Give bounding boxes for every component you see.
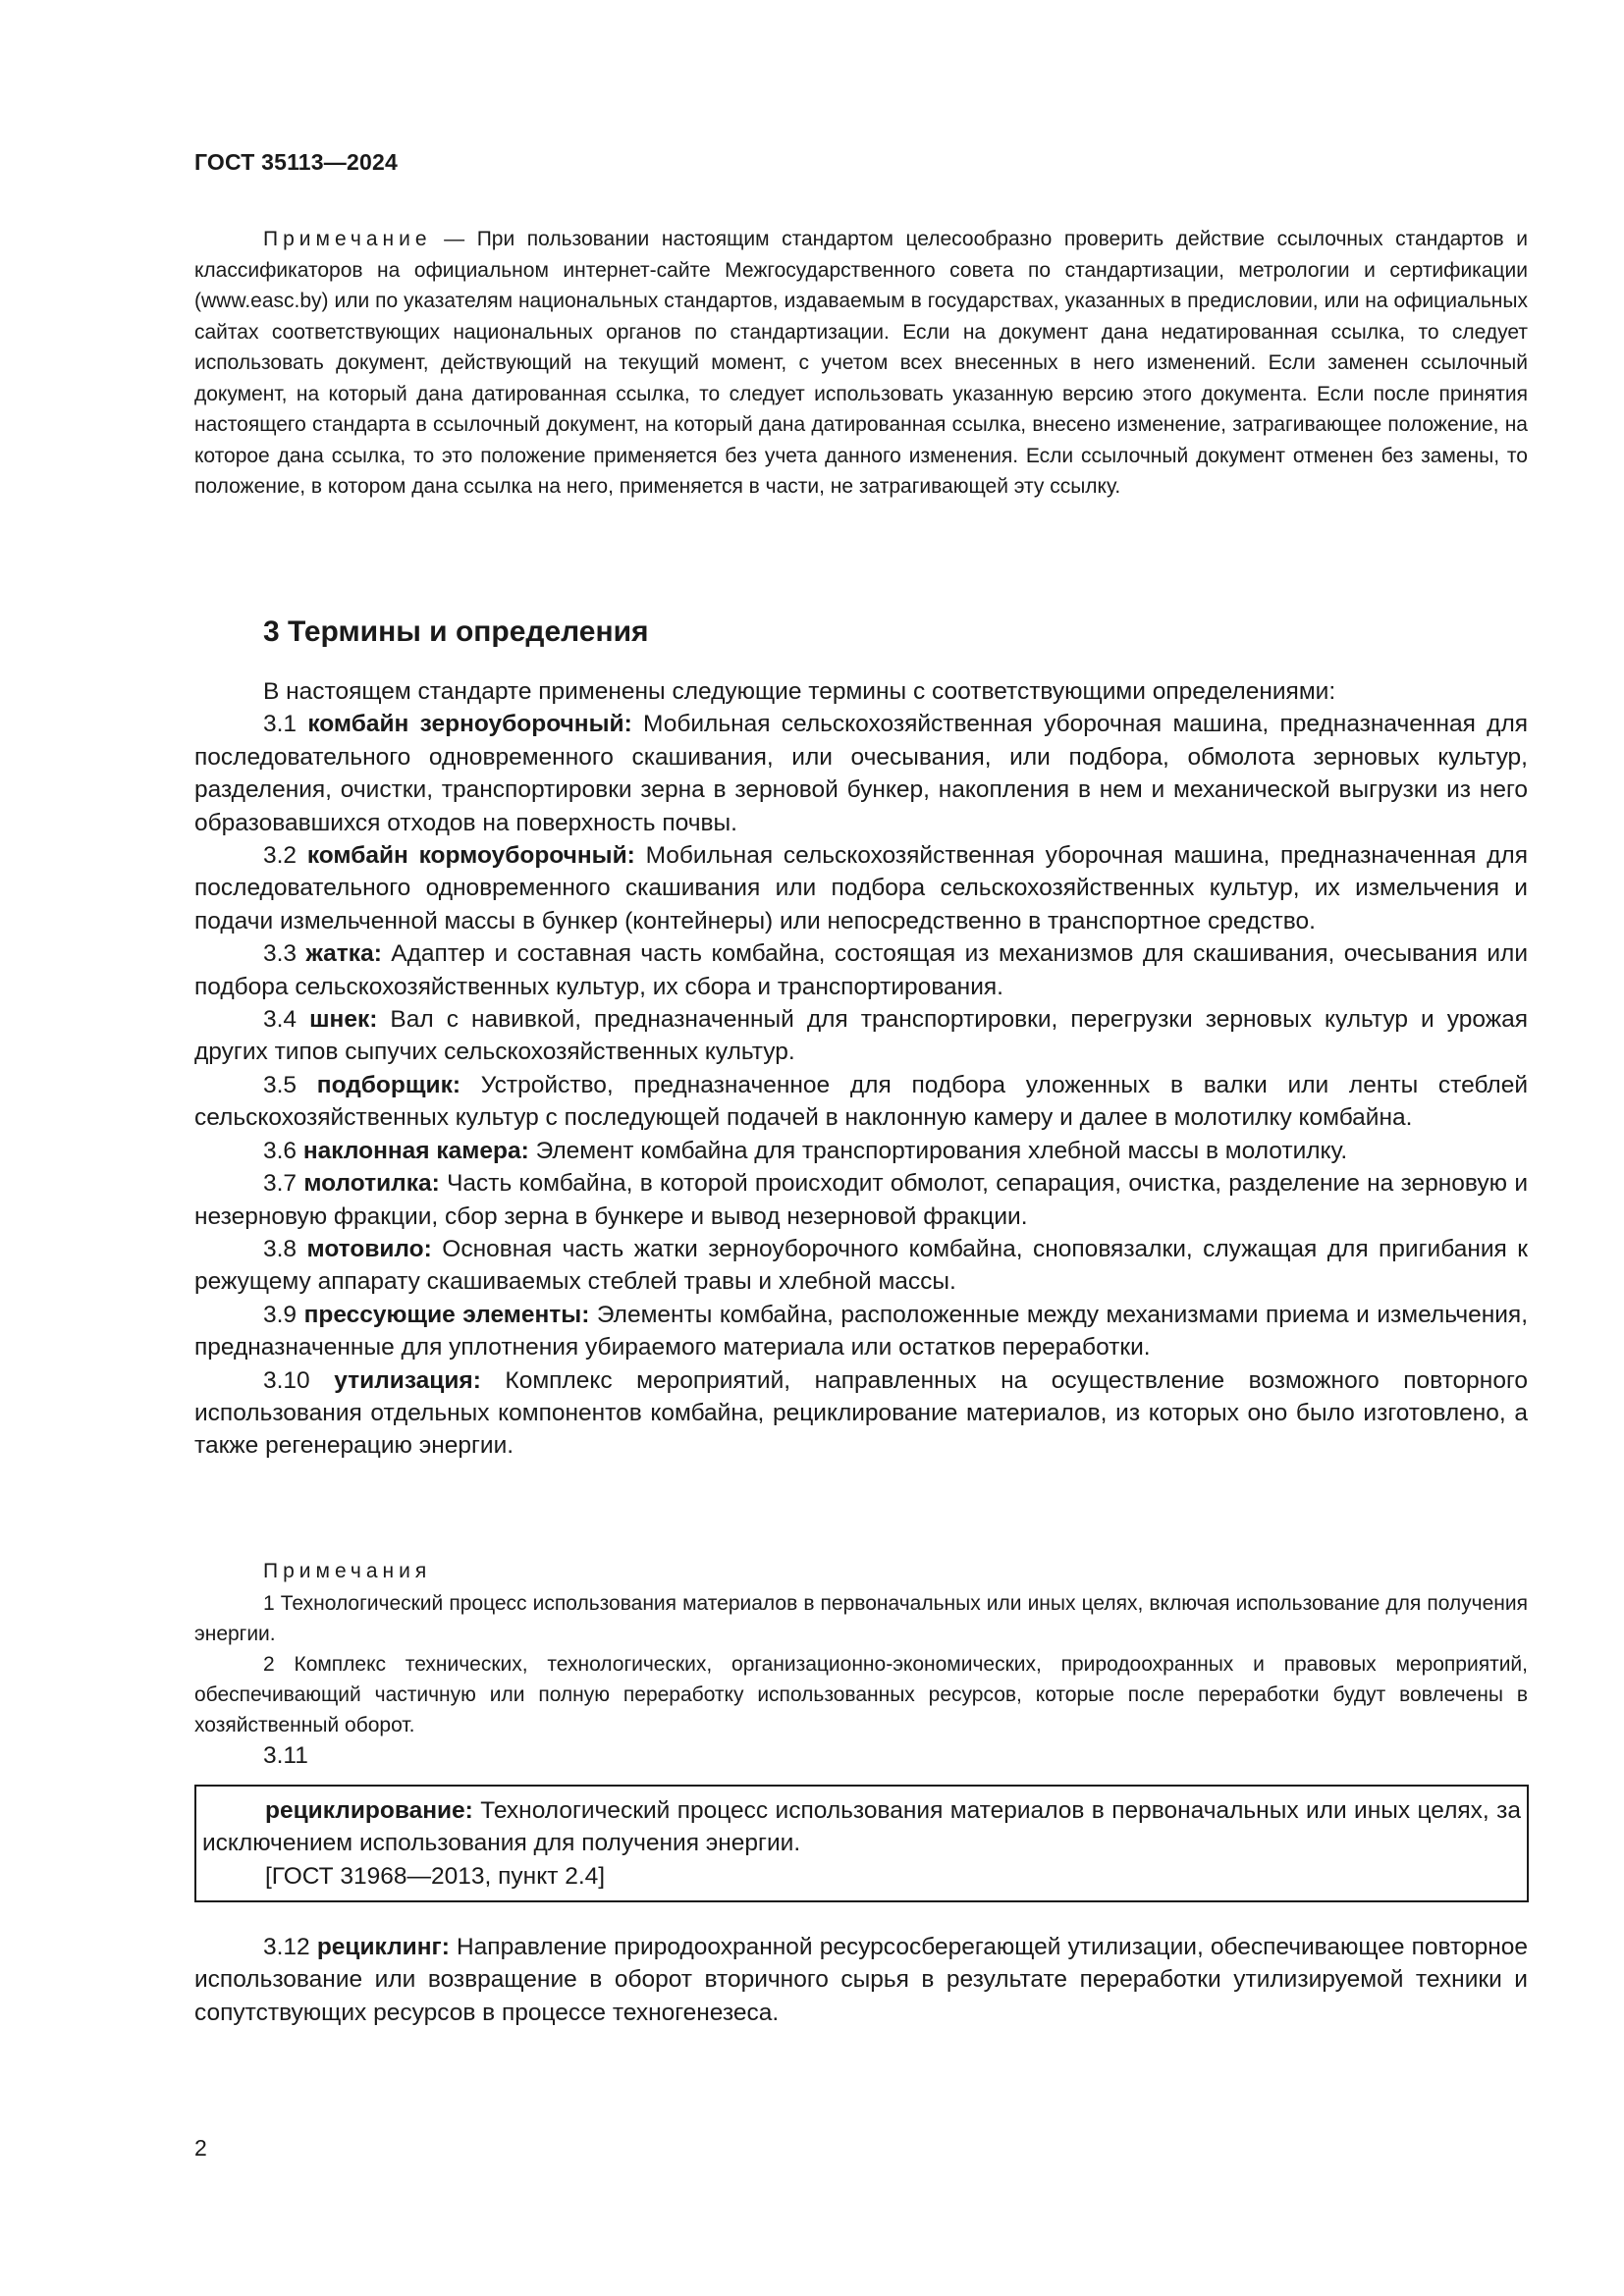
term-number: 3.7 [263, 1170, 298, 1198]
terms-list [194, 675, 1528, 1463]
term-entry [194, 708, 1528, 839]
term-definition: Часть комбайна, в которой происходит обмолот, сепарация, очистка, разделение на зерновую и незерновую фракции, сбор зерна в бункере и вывод незерновой фракции. [194, 1170, 1529, 1230]
boxed-term-3-11 [194, 1785, 1529, 1902]
reference-note-paragraph [194, 224, 1528, 503]
term-entry [194, 839, 1528, 937]
term-name: наклонная камера: [302, 1137, 529, 1164]
term-number: 3.9 [263, 1301, 298, 1328]
term-definition: Комплекс мероприятий, направленных на осуществление возможного повторного использования отдельных компонентов комбайна, рециклирование материалов, из которых оно было изготовлено, а также регенерацию энергии. [194, 1366, 1528, 1460]
term-notes [194, 1556, 1528, 1740]
term-entry [194, 1135, 1528, 1167]
term-source: [ГОСТ 31968—2013, пункт 2.4] [265, 1862, 606, 1890]
document-header-code: ГОСТ 35113—2024 [194, 149, 398, 175]
term-definition: Мобильная сельскохозяйственная уборочная машина, предназначенная для последовательного одновременного скашивания или подбора сельскохозяйственных культур, их измельчения и подачи измельченной массы в бункер (контейнеры) или непосредственно в транспортное средство. [194, 842, 1528, 934]
term-definition: Элементы комбайна, расположенные между механизмами приема и измельчения, предназначенные для уплотнения убираемого материала или остатков переработки. [194, 1301, 1529, 1362]
notes-label-text: Примечания [263, 1560, 432, 1582]
term-entry [194, 1167, 1528, 1233]
note-text: — При пользовании настоящим стандартом целесообразно проверить действие ссылочных стандартов и классификаторов на официальном интернет-сайте Межгосударственного совета по стандартизации, метрологии и сертификации (www.easc.by) или по указателям национальных стандартов, издаваемым в государствах, указанных в предисловии, или на официальных сайтах соответствующих национальных органов по стандартизации. Если на документ дана недатированная ссылка, то следует использовать документ, действующий на текущий момент, с учетом всех внесенных в него изменений. Если заменен ссылочный документ, на который дана датированная ссылка, то следует использовать указанную версию этого документа. Если после принятия настоящего стандарта в ссылочный документ, на который дана датированная ссылка, внесено изменение, затрагивающее положение, на которое дана ссылка, то это положение применяется без учета данного изменения. Если ссылочный документ отменен без замены, то положение, в котором дана ссылка на него, применяется в части, не затрагивающей эту ссылку. [194, 228, 1528, 498]
term-number-3-11: 3.11 [263, 1742, 308, 1769]
page-number: 2 [194, 2135, 207, 2161]
term-entry [194, 1931, 1528, 2029]
term-number: 3.5 [263, 1071, 298, 1098]
term-number: 3.12 [263, 1934, 310, 1960]
term-3-12-block [194, 1931, 1528, 2029]
term-definition: Направление природоохранной ресурсосберегающей утилизации, обеспечивающее повторное использование или возвращение в оборот вторичного сырья в результате переработки утилизируемой техники и сопутствующих ресурсов в процессе техногенезеса. [194, 1934, 1529, 2026]
term-entry [194, 1003, 1528, 1069]
term-name: подборщик: [316, 1071, 461, 1098]
note-label: Примечание [263, 228, 432, 250]
note-item: 1 Технологический процесс использования материалов в первоначальных или иных целях, включая использование для получения энергии. [194, 1592, 1528, 1645]
term-name: рециклинг: [316, 1934, 450, 1960]
term-number: 3.3 [263, 940, 298, 968]
term-name: мотовило: [306, 1235, 432, 1262]
term-name: молотилка: [303, 1170, 440, 1198]
term-name: комбайн зерноуборочный: [307, 711, 632, 738]
term-definition: Мобильная сельскохозяйственная уборочная машина, предназначенная для последовательного одновременного скашивания, или очесывания, или подбора, обмолота зерновых культур, разделения, очистки, транспортировки зерна в зерновой бункер, накопления в нем и механической выгрузки из него образовавшихся отходов на поверхность почвы. [194, 711, 1529, 836]
term-entry [194, 1069, 1528, 1135]
term-number: 3.8 [263, 1235, 298, 1262]
term-number: 3.6 [263, 1137, 298, 1164]
term-definition: Технологический процесс использования материалов в первоначальных или иных целях, за исключением использования для получения энергии. [202, 1797, 1521, 1857]
term-entry [194, 937, 1528, 1003]
term-name: жатка: [305, 940, 382, 968]
boxed-term-text [202, 1794, 1521, 1860]
term-definition: Вал с навивкой, предназначенный для транспортировки, перегрузки зерновых культур и урожая других типов сыпучих сельскохозяйственных культур. [194, 1006, 1528, 1066]
term-number: 3.2 [263, 842, 298, 870]
term-definition: Адаптер и составная часть комбайна, состоящая из механизмов для скашивания, очесывания или подбора сельскохозяйственных культур, их сбора и транспортирования. [194, 940, 1529, 1000]
section-intro: В настоящем стандарте применены следующие термины с соответствующими определениями: [263, 678, 1336, 705]
note-item: 2 Комплекс технических, технологических, организационно-экономических, природоохранных и правовых мероприятий, обеспечивающий частичную или полную переработку использованных ресурсов, которые после переработки будут вовлечены в хозяйственный оборот. [194, 1653, 1528, 1736]
term-definition: Основная часть жатки зерноуборочного комбайна, сноповязалки, служащая для пригибания к режущему аппарату скашиваемых стеблей травы и хлебной массы. [194, 1235, 1528, 1296]
term-name: рециклирование: [265, 1797, 473, 1824]
notes-label [194, 1556, 1528, 1586]
term-number: 3.4 [263, 1006, 298, 1034]
term-entry [194, 1233, 1528, 1299]
term-name: шнек: [309, 1006, 378, 1034]
reference-note [194, 224, 1528, 503]
term-name: утилизация: [334, 1366, 481, 1394]
term-name: прессующие элементы: [303, 1301, 590, 1328]
section-title: 3 Термины и определения [263, 615, 649, 648]
term-entry [194, 1299, 1528, 1364]
term-definition: Элемент комбайна для транспортирования хлебной массы в молотилку. [528, 1137, 1348, 1164]
term-number: 3.10 [263, 1366, 310, 1394]
term-number: 3.1 [263, 711, 298, 738]
term-name: комбайн кормоуборочный: [306, 842, 635, 870]
term-definition: Устройство, предназначенное для подбора уложенных в валки или ленты стеблей сельскохозяйственных культур с последующей подачей в наклонную камеру и далее в молотилку комбайна. [194, 1071, 1529, 1132]
term-entry [194, 1364, 1528, 1463]
